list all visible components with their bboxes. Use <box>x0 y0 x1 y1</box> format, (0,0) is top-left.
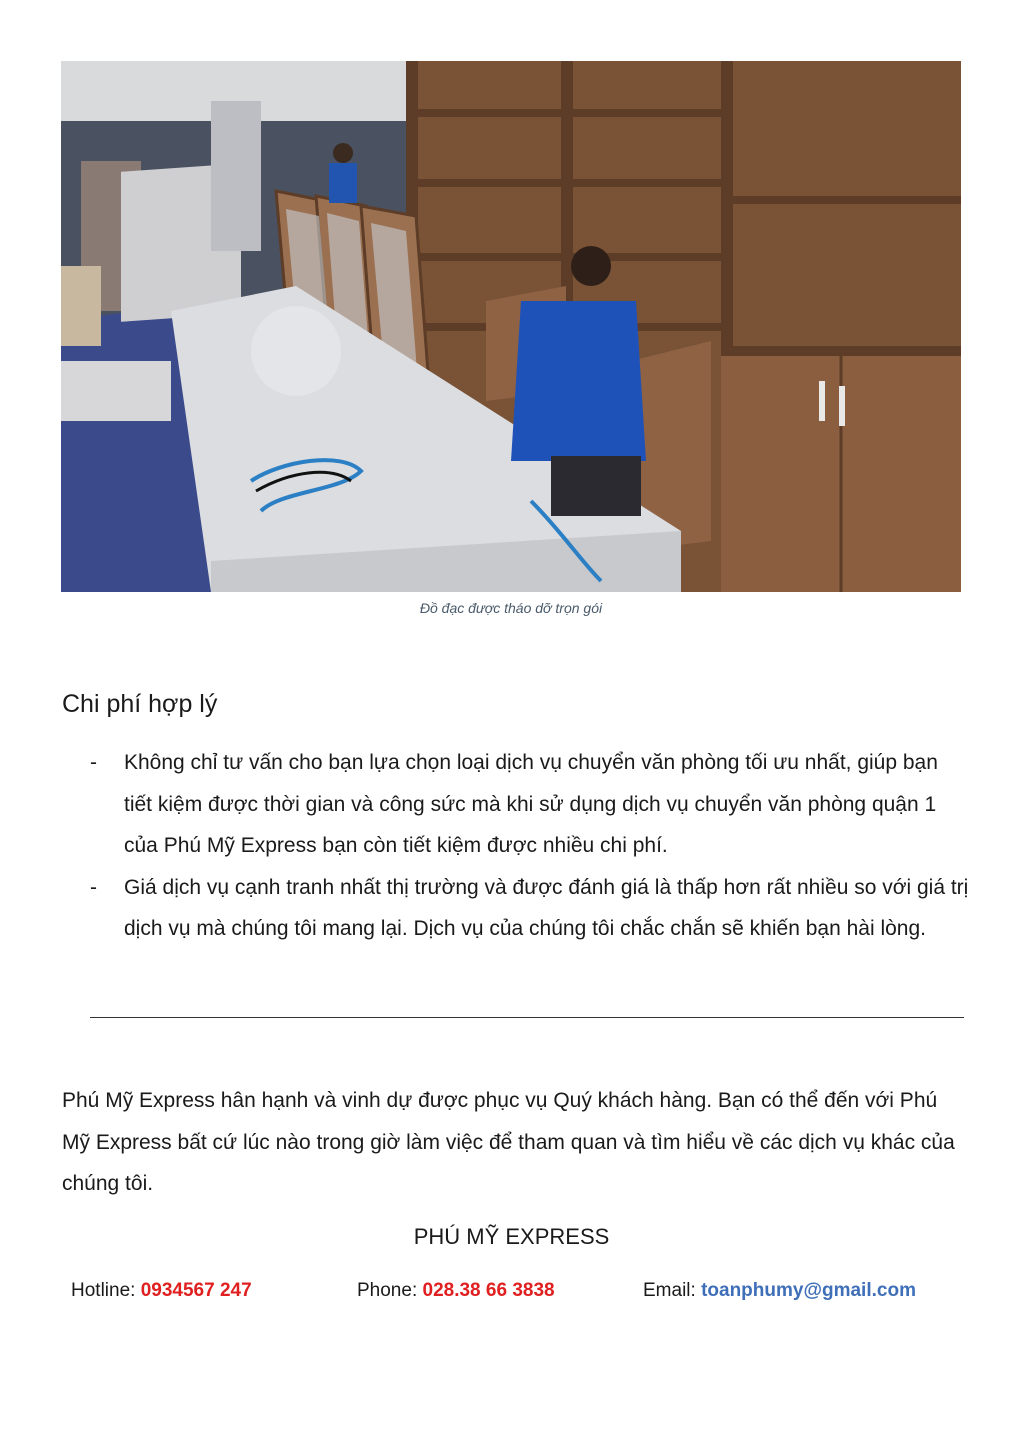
list-item <box>90 742 970 867</box>
phone-contact <box>357 1280 555 1302</box>
hotline-number[interactable]: 0934567 247 <box>140 1280 252 1301</box>
email-contact <box>643 1280 916 1302</box>
hotline-label: Hotline: <box>71 1280 136 1301</box>
section-heading: Chi phí hợp lý <box>62 690 218 718</box>
bullet-dash: - <box>90 751 97 774</box>
company-name: PHÚ MỸ EXPRESS <box>413 1224 610 1249</box>
list-item <box>90 867 970 950</box>
email-link[interactable]: toanphumy@gmail.com <box>701 1280 916 1301</box>
email-label: Email: <box>643 1280 696 1301</box>
section-divider <box>90 1017 964 1018</box>
list-item-text: Không chỉ tư vấn cho bạn lựa chọn loại dịch vụ chuyển văn phòng tối ưu nhất, giúp bạn tiết kiệm được thời gian và công sức mà khi sử dụng dịch vụ chuyển văn phòng quận 1 của Phú Mỹ Express bạn còn tiết kiệm được nhiều chi phí. <box>124 751 938 857</box>
closing-paragraph: Phú Mỹ Express hân hạnh và vinh dự được phục vụ Quý khách hàng. Bạn có thể đến với Phú Mỹ Express bất cứ lúc nào trong giờ làm việc để tham quan và tìm hiểu về các dịch vụ khác của chúng tôi. <box>62 1089 955 1195</box>
phone-number[interactable]: 028.38 66 3838 <box>422 1280 555 1301</box>
moving-office-photo <box>61 61 961 592</box>
benefit-list <box>90 742 970 950</box>
list-item-text: Giá dịch vụ cạnh tranh nhất thị trường và được đánh giá là thấp hơn rất nhiều so với giá trị dịch vụ mà chúng tôi mang lại. Dịch vụ của chúng tôi chắc chắn sẽ khiến bạn hài lòng. <box>124 875 969 940</box>
hotline-contact <box>71 1280 252 1302</box>
photo-caption: Đồ đạc được tháo dỡ trọn gói <box>419 600 603 616</box>
phone-label: Phone: <box>357 1280 418 1301</box>
bullet-dash: - <box>90 875 97 899</box>
